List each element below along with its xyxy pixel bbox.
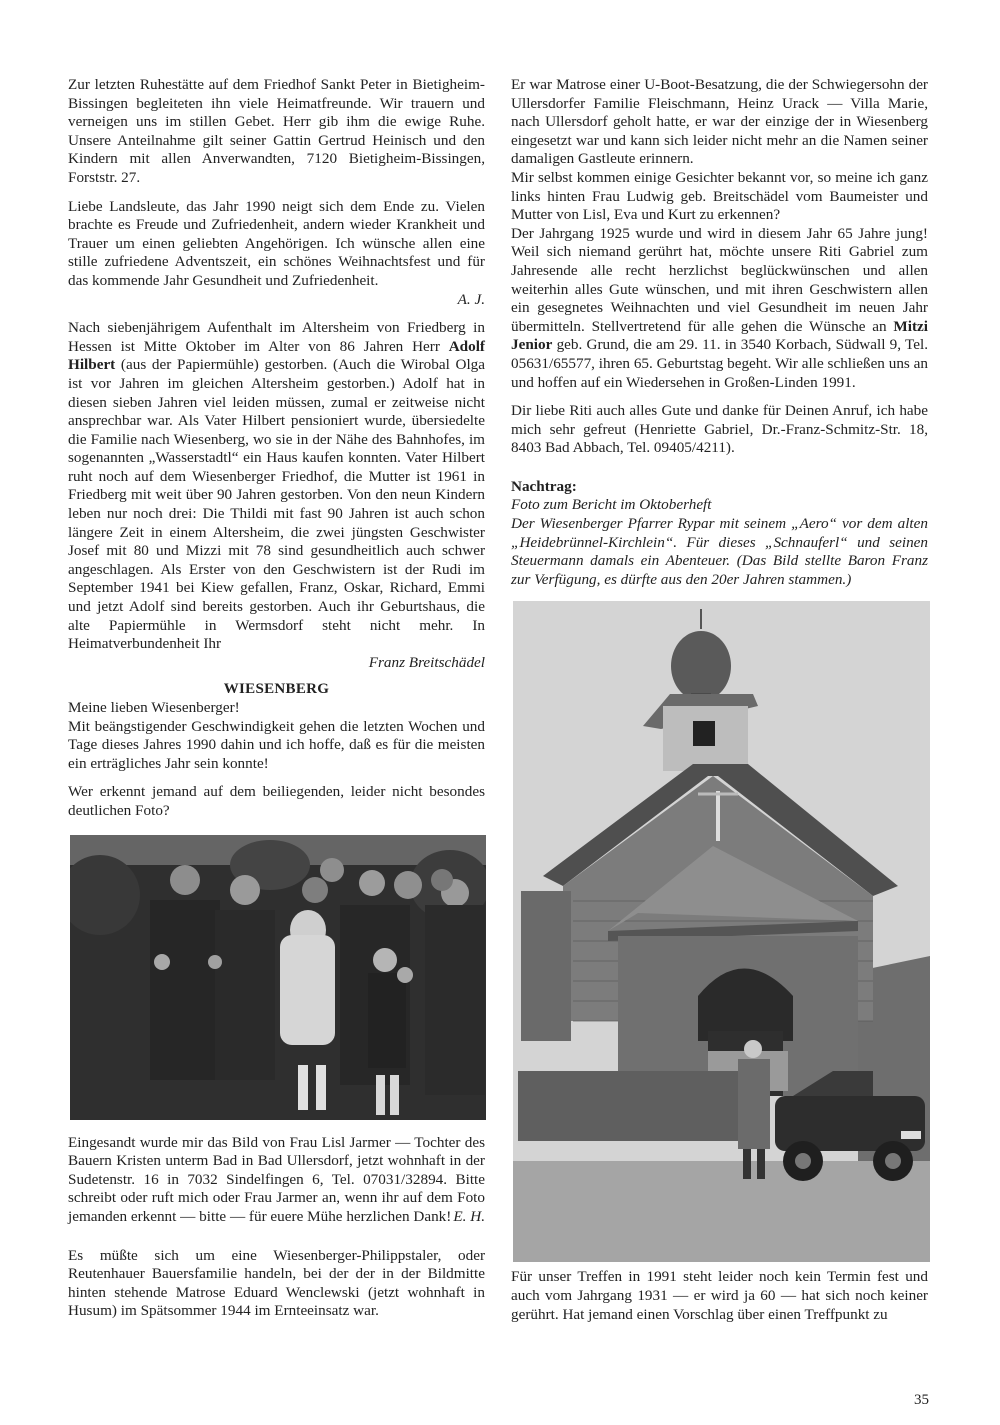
church-photo xyxy=(513,601,930,1262)
paragraph-faces: Mir selbst kommen einige Gesichter bekannt vor, so meine ich ganz links hinten Frau Ludwig geb. Breitschädel vom Baumeister und Mutter von Lisl, Eva und Kurt zu erkennen? xyxy=(511,168,928,224)
paragraph-treffen-1991: Für unser Treffen in 1991 steht leider noch kein Termin fest und auch vom Jahrgang 1931 — er wird ja 60 — hat sich noch keiner gerührt. Hat jemand einen Vorschlag über einen Treffpunkt zu xyxy=(511,1268,928,1323)
paragraph-obituary-hilbert xyxy=(68,319,485,654)
person-name-adolf-hilbert: Adolf Hilbert xyxy=(68,337,485,374)
paragraph-greetings: Liebe Landsleute, das Jahr 1990 neigt sich dem Ende zu. Vielen brachte es Freude und Zufriedenheit, andern wieder Krankheit und Trauer um einen geliebten Angehörigen. Ich wünsche allen eine stille zufriedene Adventszeit, ein schönes Weihnachtsfest und für das kommende Jahr Gesundheit und Zufriedenheit. xyxy=(68,197,485,289)
photo-sender-text: Eingesandt wurde mir das Bild von Frau Lisl Jarmer — Tochter des Bauern Kristen unterm Bad in Bad Ullersdorf, jetzt wohnhaft in der Sudetenstr. 16 in 7032 Sindelfingen 6, Tel. 07031/32894. Bitte schreibt oder ruft mich oder Frau Jarmer an, wenn ihr auf dem Foto jemanden erkennt — bitte — für euere Mühe herzlichen Dank! xyxy=(68,1133,485,1225)
left-column xyxy=(68,76,485,1321)
signature-eh: E. H. xyxy=(453,1207,485,1225)
jahrgang-text-rest: geb. Grund, die am 29. 11. in 3540 Korbach, Südwall 9, Tel. 05631/65577, ihren 65. Geburtstag begeht. Wir alle schließen uns an und hoffen auf ein Wiedersehen in Großen-Linden 1991. xyxy=(511,336,928,391)
greeting-line: Meine lieben Wiesenberger! xyxy=(68,699,240,716)
right-column xyxy=(511,76,928,1324)
signature-aj: A. J. xyxy=(457,290,485,308)
paragraph-jahrgang-1925 xyxy=(511,225,928,392)
church-photo-illustration xyxy=(513,601,930,1262)
nachtrag-subtitle: Foto zum Bericht im Oktoberheft xyxy=(511,496,712,514)
paragraph-photo-sender xyxy=(68,1134,485,1227)
paragraph-riti: Dir liebe Riti auch alles Gute und danke für Deinen Anruf, ich habe mich sehr gefreut (Henriette Gabriel, Dr.-Franz-Schmitz-Str. 18, 8403 Bad Abbach, Tel. 09405/4211). xyxy=(511,402,928,457)
signature-franz-breitschaedel: Franz Breitschädel xyxy=(368,653,485,671)
paragraph-farm-family: Es müßte sich um eine Wiesenberger-Philippstaler, oder Reutenhauer Bauersfamilie handeln, bei der der in der Bildmitte hinten stehende Matrose Eduard Wenclewski (jetzt wohnhaft in Husum) im Spätsommer 1944 im Ernteeinsatz war. xyxy=(68,1246,485,1320)
paragraph-sailor: Er war Matrose einer U-Boot-Besatzung, die der Schwiegersohn der Ullersdorfer Familie Fleischmann, Heinz Urack — Villa Marie, nach Ullersdorf geholt hatte, er war der einzige der in Wiesenberg eingesetzt war und kann sich leider nicht mehr an die Namen seiner damaligen Gastleute erinnern. xyxy=(511,76,928,168)
section-heading-wiesenberg: WIESENBERG xyxy=(223,681,330,698)
obituary-text-rest: (aus der Papiermühle) gestorben. (Auch die Wirobal Olga ist vor Jahren im gleichen Altersheim gestorben.) Adolf hat in diesen sieben Jahren viel leiden müssen, zumal er zeitweise nicht ansprechbar war. Als Vater Hilbert pensioniert wurde, übersiedelte die Familie nach Wiesenberg, wo sie in der Nähe des Bahnhofes, im sogenannten „Wasserstadtl“ ein Haus kaufen konnten. Vater Hilbert ruht noch auf dem Wiesenberger Friedhof, die Mutter ist 1961 in Friedberg mit weit über 90 Jahren gestorben. Von den neun Kindern leben nur noch drei: Die Thildi mit fast 90 Jahren ist auch schon längere Zeit in einem Altersheim, die zwei jüngsten Geschwister Josef mit 80 und Mizzi mit 78 sind gesundheitlich auch schwer angeschlagen. Als Erster von den Geschwistern ist der Rudi im September 1941 bei Kiew gefallen, Franz, Oskar, Richard, Emmi und jetzt Adolf sind bereits gestorben. Auch ihr Geburtshaus, die alte Papiermühle in Wermsdorf steht nicht mehr. In Heimatverbundenheit Ihr xyxy=(68,356,485,653)
person-name-mitzi-jenior: Mitzi Jenior xyxy=(511,317,928,354)
paragraph-year-end: Mit beängstigender Geschwindigkeit gehen die letzten Wochen und Tage dieses Jahres 1990 dahin und ich hoffe, daß es für die meisten ein erträgliches Jahr sein konnte! xyxy=(68,717,485,772)
paragraph-photo-question: Wer erkennt jemand auf dem beiliegenden, leider nicht besondes deutlichen Foto? xyxy=(68,783,485,819)
page-number: 35 xyxy=(914,1392,929,1408)
nachtrag-heading: Nachtrag: xyxy=(511,477,577,495)
family-photo-illustration xyxy=(70,835,486,1120)
family-group-photo xyxy=(70,835,486,1120)
nachtrag-caption: Der Wiesenberger Pfarrer Rypar mit seinem „Aero“ vor dem alten „Heidebrünnel-Kirchlein“. Für dieses „Schnauferl“ und seinen Steuermann damals ein Abenteuer. (Das Bild stellte Baron Franz zur Verfügung, es dürfte aus den 20er Jahren stammen.) xyxy=(511,515,928,588)
obituary-text-start: Nach siebenjährigem Aufenthalt im Altersheim von Friedberg in Hessen ist Mitte Oktober im Alter von 86 Jahren Herr xyxy=(68,319,485,355)
paragraph-burial: Zur letzten Ruhestätte auf dem Friedhof Sankt Peter in Bietigheim-Bissingen begleiteten ihn viele Heimatfreunde. Wir trauern und verneigen uns im stillen Gebet. Herr gib ihm die ewige Ruhe. Unsere Anteilnahme gilt seiner Gattin Gertrud Heinisch und den Kindern mit allen Anverwandten, 7120 Bietigheim-Bissingen, Forststr. 27. xyxy=(68,76,485,186)
jahrgang-text-start: Der Jahrgang 1925 wurde und wird in diesem Jahr 65 Jahre jung! Weil sich niemand gerührt hat, möchte unsere Riti Gabriel zum Jahresende alle recht herzlichst beglückwünschen und allen weiterhin alles Gute wünschen, und mit ihren Geschwistern allen ein gesegnetes Weihnachten und viel Gesundheit im neuen Jahr übermitteln. Stellvertretend für alle gehen die Wünsche an xyxy=(511,224,928,335)
